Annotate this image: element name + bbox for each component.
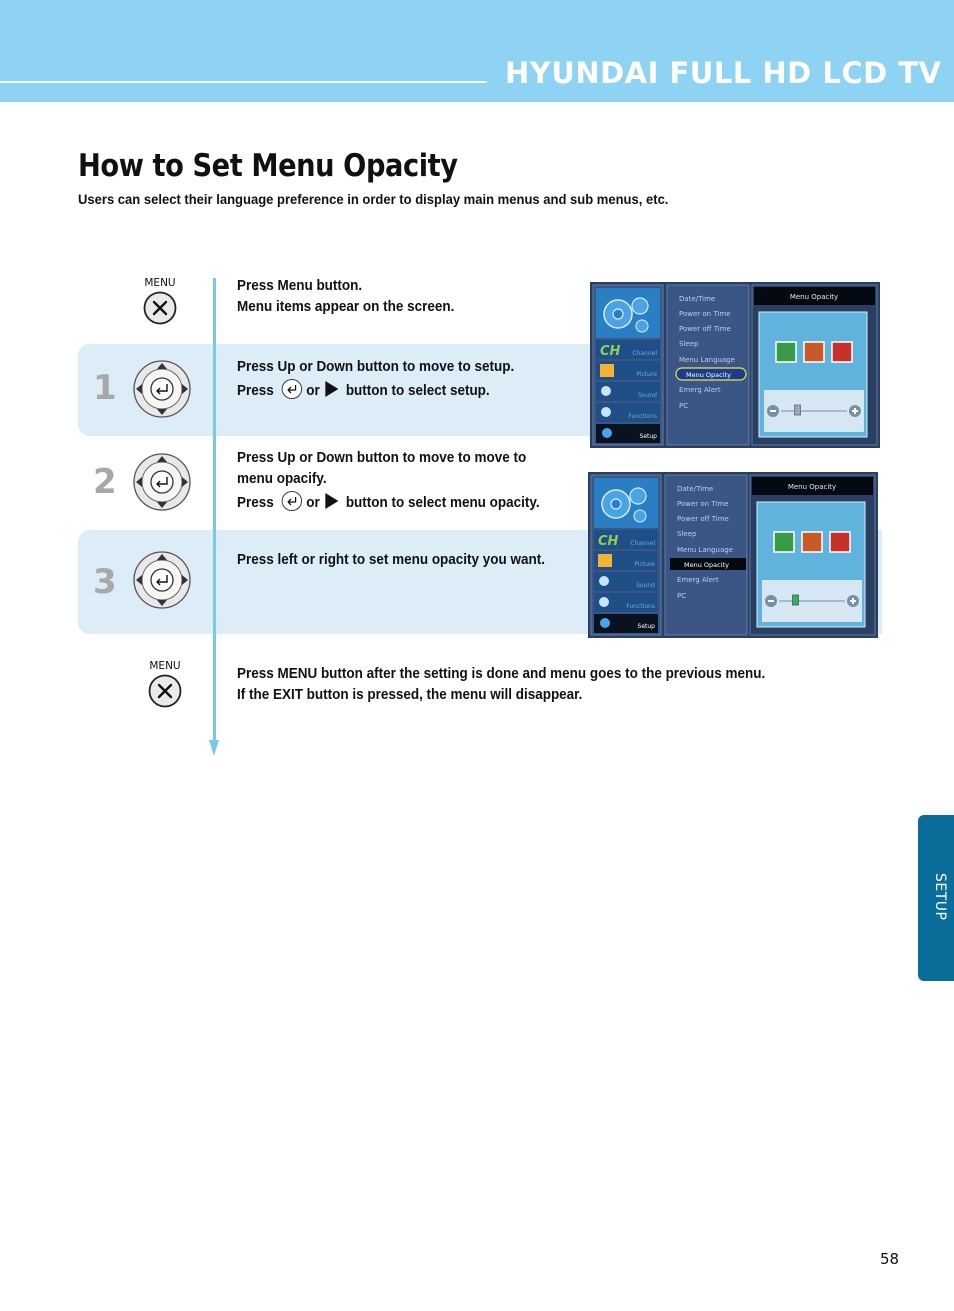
- step2-text: [237, 448, 540, 514]
- dpad-icon: [132, 359, 192, 419]
- close-icon: [143, 291, 177, 325]
- svg-text:Sound: Sound: [636, 582, 655, 589]
- svg-text:Menu Language: Menu Language: [677, 546, 733, 554]
- svg-text:Menu Language: Menu Language: [679, 356, 735, 364]
- dpad-icon: [132, 550, 192, 610]
- step2-line-1: Press Up or Down button to move to move to: [237, 450, 527, 466]
- svg-text:Menu Opacity: Menu Opacity: [787, 483, 837, 491]
- enter-icon: [281, 379, 301, 399]
- menu-label: MENU: [149, 660, 181, 672]
- step2-line-2: menu opacify.: [237, 471, 327, 487]
- outro-text: [237, 664, 765, 706]
- svg-text:CH: CH: [598, 534, 619, 549]
- outro-line-2: If the EXIT button is pressed, the menu will disappear.: [237, 687, 583, 703]
- svg-text:Picture: Picture: [636, 371, 657, 378]
- play-right-icon: [325, 381, 338, 397]
- svg-text:Sound: Sound: [638, 392, 657, 399]
- menu-label: MENU: [144, 277, 176, 289]
- step-number-3: 3: [93, 562, 117, 602]
- svg-text:Functions: Functions: [626, 603, 655, 610]
- svg-text:Emerg Alert: Emerg Alert: [679, 386, 721, 394]
- svg-text:Power off Time: Power off Time: [679, 325, 731, 333]
- step1-line-1: Press Up or Down button to move to setup.: [237, 359, 515, 375]
- step-number-1: 1: [93, 368, 117, 408]
- svg-text:Menu Opacity: Menu Opacity: [789, 293, 839, 301]
- dpad-icon: [132, 452, 192, 512]
- header-title: HYUNDAI FULL HD LCD TV: [505, 56, 942, 90]
- svg-text:Emerg Alert: Emerg Alert: [677, 576, 719, 584]
- section-tab: [918, 815, 954, 981]
- page-title: How to Set Menu Opacity: [78, 148, 458, 184]
- step-number-2: 2: [93, 462, 117, 502]
- page-subtitle: Users can select their language preference in order to display main menus and sub menus, etc.: [78, 191, 669, 207]
- svg-text:Channel: Channel: [632, 350, 657, 357]
- svg-text:Sleep: Sleep: [677, 530, 697, 538]
- svg-text:Functions: Functions: [628, 413, 657, 420]
- svg-text:Power on Time: Power on Time: [677, 500, 729, 508]
- intro-line-1: Press Menu button.: [237, 278, 363, 294]
- intro-text: [237, 276, 454, 318]
- flow-arrow-icon: [209, 740, 219, 756]
- svg-text:PC: PC: [677, 592, 687, 600]
- flow-line: [213, 278, 216, 746]
- close-icon: [148, 674, 182, 708]
- header-divider: [0, 81, 487, 83]
- osd-screenshot-setup: [590, 282, 880, 448]
- svg-text:PC: PC: [679, 402, 689, 410]
- page-number: 58: [880, 1250, 900, 1268]
- step3-line-1: Press left or right to set menu opacity you want.: [237, 552, 545, 568]
- intro-line-2: Menu items appear on the screen.: [237, 299, 455, 315]
- step2-line-3: Press or button to select menu opacity.: [237, 493, 540, 514]
- enter-icon: [281, 491, 301, 511]
- svg-text:Date/Time: Date/Time: [679, 295, 716, 303]
- play-right-icon: [325, 493, 338, 509]
- svg-text:Date/Time: Date/Time: [677, 485, 714, 493]
- outro-line-1: Press MENU button after the setting is done and menu goes to the previous menu.: [237, 666, 766, 682]
- menu-button-icon: [143, 660, 187, 710]
- svg-text:Setup: Setup: [637, 623, 655, 630]
- opacity-slider-knob: [795, 405, 801, 415]
- section-tab-label: SETUP: [932, 873, 948, 921]
- opacity-slider-knob: [793, 595, 799, 605]
- svg-text:Power off Time: Power off Time: [677, 515, 729, 523]
- svg-text:Picture: Picture: [634, 561, 655, 568]
- osd-screenshot-opacity: [588, 472, 878, 638]
- svg-text:Menu Opacity: Menu Opacity: [686, 371, 731, 379]
- step1-line-2: Press or button to select setup.: [237, 381, 514, 402]
- svg-text:Setup: Setup: [639, 433, 657, 440]
- step3-text: [237, 550, 545, 571]
- svg-text:Channel: Channel: [630, 540, 655, 547]
- svg-text:Power on Time: Power on Time: [679, 310, 731, 318]
- svg-text:CH: CH: [600, 344, 621, 359]
- svg-text:Menu Opacity: Menu Opacity: [684, 561, 729, 569]
- menu-button-icon: [138, 277, 182, 327]
- step1-text: [237, 357, 514, 402]
- svg-text:Sleep: Sleep: [679, 340, 699, 348]
